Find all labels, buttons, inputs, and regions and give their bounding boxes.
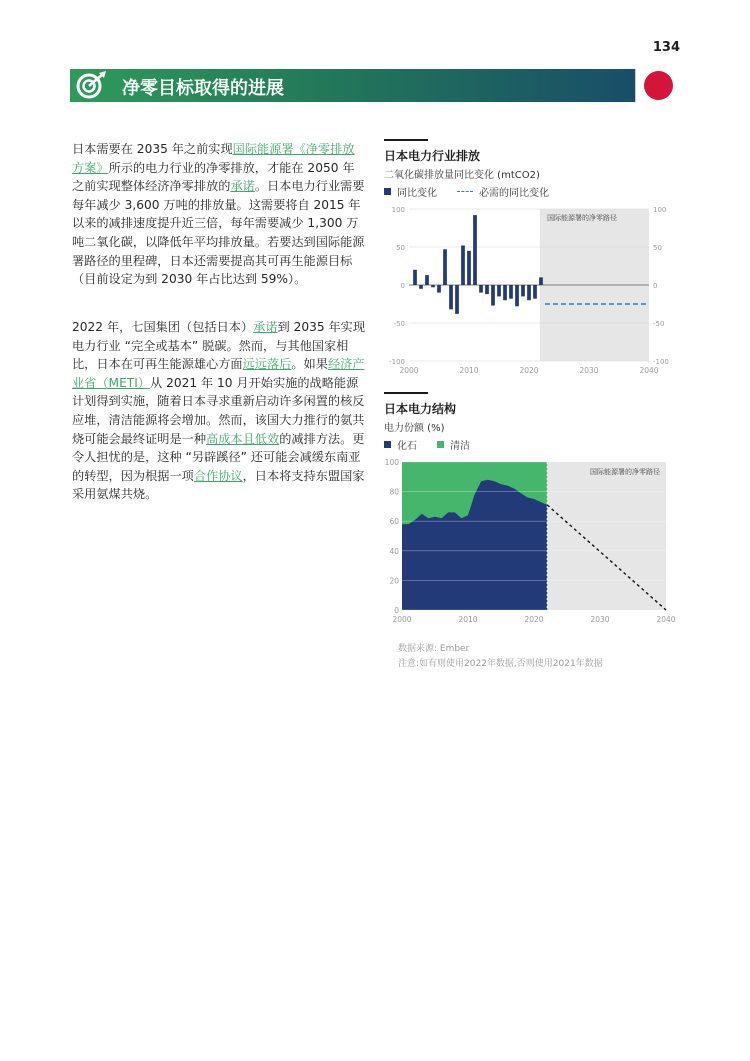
x-tick: 2040 — [639, 366, 659, 375]
bar — [509, 285, 513, 299]
chart-title: 日本电力结构 — [384, 402, 457, 416]
y-tick-left: -50 — [393, 320, 405, 328]
divider — [384, 139, 428, 141]
chart-subtitle: 二氧化碳排放量同比变化 (mtCO2) — [384, 170, 540, 181]
bar — [425, 275, 429, 285]
x-tick: 2030 — [579, 366, 599, 375]
page-number: 134 — [652, 40, 680, 55]
x-tick: 2010 — [458, 615, 478, 624]
meti-link[interactable]: 经济产业省（METI） — [72, 357, 365, 390]
japan-flag-icon — [635, 69, 682, 102]
pathway-annotation: 国际能源署的净零路径 — [590, 468, 660, 476]
bar — [527, 285, 531, 300]
text: 日本需要在 2035 年之前实现 — [72, 142, 233, 156]
bar — [539, 277, 543, 285]
x-tick: 2040 — [656, 615, 676, 624]
pathway-region — [547, 462, 666, 610]
pathway-annotation: 国际能源署的净零路径 — [547, 214, 617, 222]
x-tick: 2000 — [392, 615, 412, 624]
bar — [497, 285, 501, 296]
bar — [491, 285, 495, 306]
iea-nze-link[interactable]: 国际能源署《净零排放方案》 — [72, 142, 355, 175]
bar — [521, 285, 525, 296]
chart-legend — [384, 437, 672, 452]
emissions-chart-block — [384, 139, 672, 381]
text: 所示的电力行业的净零排放，才能在 2050 年之前实现整体经济净零排放的 — [72, 160, 355, 194]
y-tick: 100 — [384, 458, 399, 467]
g7-pledge-link[interactable]: 承诺 — [253, 320, 278, 334]
source-note: 数据来源: Ember — [398, 644, 470, 654]
bar — [419, 285, 423, 289]
bar — [437, 285, 441, 293]
bar — [413, 270, 417, 285]
mix-chart-block — [384, 392, 676, 634]
section-header — [70, 69, 682, 102]
y-tick-right: 50 — [653, 244, 662, 252]
agreement-link[interactable]: 合作协议 — [193, 468, 243, 483]
section-title: 净零目标取得的进展 — [122, 78, 284, 99]
y-tick-left: -100 — [389, 358, 405, 366]
bar — [479, 285, 483, 293]
text: 从 2021 年 10 月开始实施的战略能源计划得到实施，随着日本寻求重新启动许多闲置的核反应堆，清洁能源将会增加。然而，该国大力推行的氨共烧可能会最终证明是一种 — [72, 375, 365, 446]
legend-label: 化石 — [397, 441, 417, 452]
y-tick: 80 — [389, 487, 399, 497]
text: 到 2035 年实现电力行业 “完全或基本” 脱碳。然而，与其他国家相比，日本在可再生能源雄心方面 — [72, 320, 366, 372]
emissions-chart — [384, 201, 672, 381]
costly-link[interactable]: 高成本且低效 — [206, 431, 280, 446]
mix-chart — [384, 454, 676, 634]
bar — [533, 285, 537, 299]
legend-dash — [457, 191, 473, 192]
y-tick-left: 100 — [391, 206, 405, 214]
bar — [473, 215, 477, 285]
bar — [503, 285, 507, 300]
x-tick: 2010 — [459, 366, 479, 375]
target-arrow-icon — [73, 71, 109, 100]
chart-subtitle: 电力份额 (%) — [384, 423, 445, 434]
bar — [443, 249, 447, 285]
paragraph-1 — [72, 140, 366, 289]
legend-label: 清洁 — [450, 441, 470, 452]
legend-label: 同比变化 — [397, 188, 437, 199]
text: 。日本电力行业需要每年减少 3,600 万吨的排放量。这需要将自 2015 年以来的减排速度提升近三倍，每年需要减少 1,300 万吨二氧化碳，以降低年平均排放量。若要达到国际能源署路径的里程碑，日本还需要提高其可再生能源目标（目前设定为到 2030 年占比达到 59%）。 — [72, 179, 365, 287]
x-tick: 2030 — [590, 615, 610, 624]
bar — [467, 251, 471, 285]
y-tick: 20 — [389, 576, 399, 586]
text: 的减排方法。更令人担忧的是，这种 “另辟蹊径” 还可能会减缓东南亚的转型，因为根据一项 — [72, 431, 365, 483]
x-tick: 2000 — [399, 366, 419, 375]
y-tick-right: 0 — [653, 282, 658, 290]
paragraph-2 — [72, 318, 366, 504]
bar — [431, 285, 435, 287]
y-tick-left: 50 — [396, 244, 405, 252]
text: ，日本将支持东盟国家采用氨煤共烧。 — [72, 468, 365, 502]
lagging-link[interactable]: 远远落后 — [242, 357, 292, 372]
bar — [485, 285, 489, 294]
legend-swatch — [384, 441, 391, 448]
bar — [515, 285, 519, 306]
y-tick-left: 0 — [400, 282, 405, 290]
y-tick-right: 100 — [653, 206, 667, 214]
x-tick: 2020 — [524, 615, 544, 624]
bar — [461, 245, 465, 285]
legend-swatch — [437, 441, 444, 448]
y-tick: 40 — [389, 546, 399, 556]
pledge-link[interactable]: 承诺 — [230, 179, 255, 194]
bar — [455, 285, 459, 314]
legend-swatch — [384, 188, 391, 195]
data-note: 注意:如有则使用2022年数据,否则使用2021年数据 — [398, 659, 603, 669]
text: 2022 年，七国集团（包括日本） — [72, 320, 254, 334]
chart-title: 日本电力行业排放 — [384, 149, 481, 163]
y-tick-right: -50 — [653, 320, 665, 328]
divider — [384, 392, 428, 394]
x-tick: 2020 — [519, 366, 539, 375]
y-tick: 0 — [394, 606, 399, 615]
y-tick-right: -100 — [653, 358, 669, 366]
legend-label: 必需的同比变化 — [479, 188, 549, 199]
bar — [449, 285, 453, 309]
y-tick: 60 — [389, 517, 399, 527]
text: 。如果 — [291, 357, 328, 372]
chart-legend — [384, 184, 672, 199]
